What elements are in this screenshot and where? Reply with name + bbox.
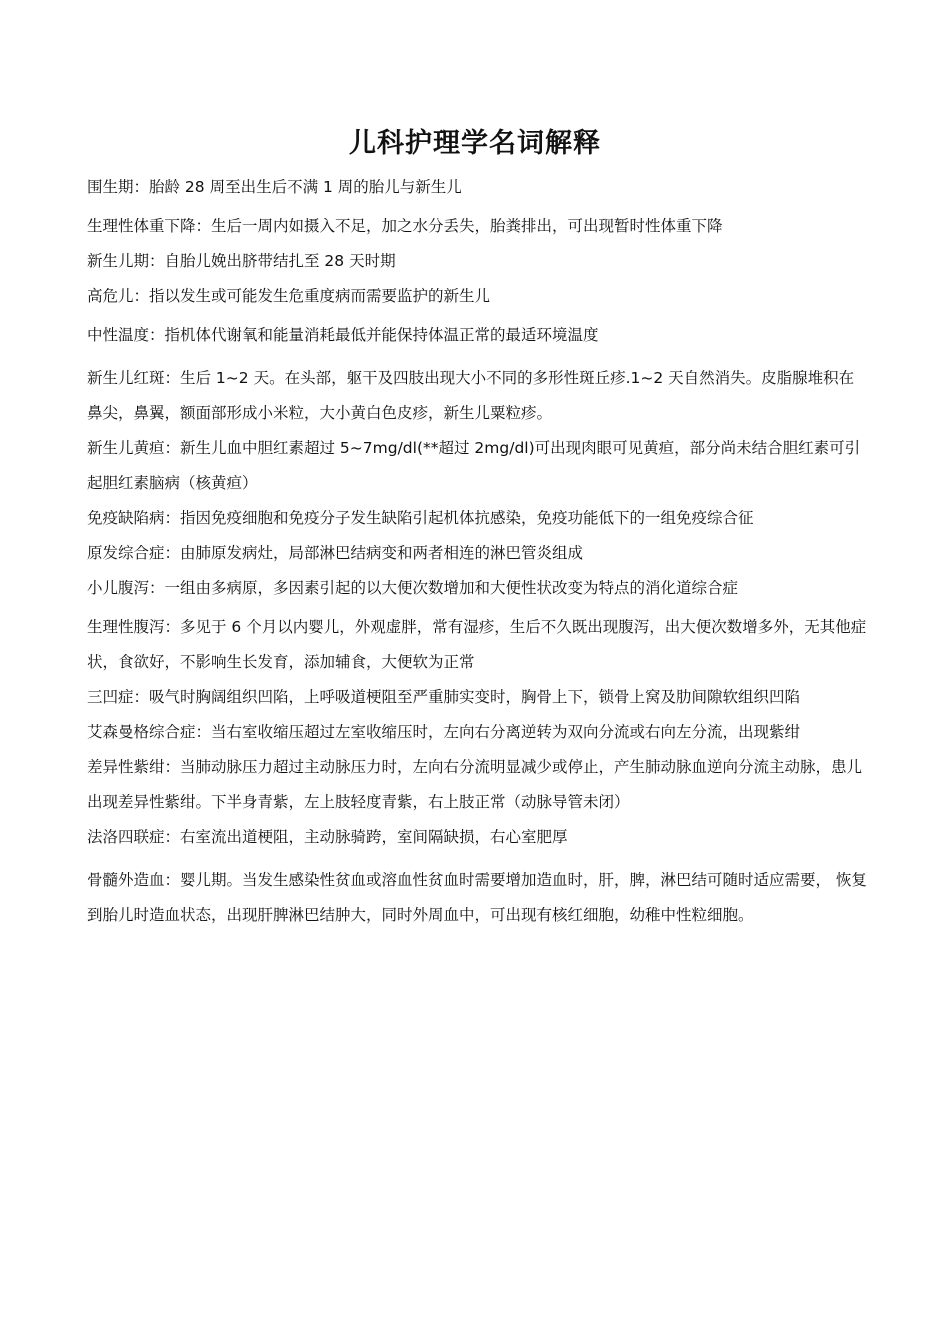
glossary-entry-primary-complex: 原发综合症：由肺原发病灶，局部淋巴结病变和两者相连的淋巴管炎组成 [87,544,584,562]
glossary-entry-infantile-diarrhea: 小儿腹泻：一组由多病原，多因素引起的以大便次数增加和大便性状改变为特点的消化道综合症 [87,579,739,597]
glossary-entry-eisenmenger-syndrome: 艾森曼格综合症：当右室收缩压超过左室收缩压时，左向右分离逆转为双向分流或右向左分流，出现紫绀 [87,723,801,741]
glossary-entry-tetralogy-of-fallot: 法洛四联症：右室流出道梗阻，主动脉骑跨，室间隔缺损，右心室肥厚 [87,828,568,846]
glossary-entry-neonatal-jaundice: 新生儿黄疸：新生儿血中胆红素超过 5~7mg/dl(**超过 2mg/dl)可出现肉眼可见黄疸，部分尚未结合胆红素可引起胆红素脑病（核黄疸） [87,439,861,492]
glossary-entry-neonatal-period: 新生儿期：自胎儿娩出脐带结扎至 28 天时期 [87,252,396,270]
glossary-entry-differential-cyanosis: 差异性紫绀：当肺动脉压力超过主动脉压力时，左向右分流明显减少或停止，产生肺动脉血逆向分流主动脉，患儿出现差异性紫绀。下半身青紫，左上肢轻度青紫，右上肢正常（动脉导管未闭） [87,758,863,811]
glossary-entry-immunodeficiency: 免疫缺陷病：指因免疫细胞和免疫分子发生缺陷引起机体抗感染，免疫功能低下的一组免疫综合征 [87,509,754,527]
glossary-entry-perinatal-period: 围生期：胎龄 28 周至出生后不满 1 周的胎儿与新生儿 [87,178,462,196]
document-title: 儿科护理学名词解释 [349,128,601,159]
glossary-entry-neutral-temperature: 中性温度：指机体代谢氧和能量消耗最低并能保持体温正常的最适环境温度 [87,326,599,344]
glossary-entry-physiological-weight-loss: 生理性体重下降：生后一周内如摄入不足，加之水分丢失，胎粪排出，可出现暂时性体重下降 [87,217,723,235]
glossary-entry-three-depression-sign: 三凹症：吸气时胸阔组织凹陷，上呼吸道梗阻至严重肺实变时，胸骨上下，锁骨上窝及肋间隙软组织凹陷 [87,688,801,706]
glossary-entry-high-risk-infant: 高危儿：指以发生或可能发生危重度病而需要监护的新生儿 [87,287,491,305]
glossary-entry-extramedullary-hematopoiesis: 骨髓外造血：婴儿期。当发生感染性贫血或溶血性贫血时需要增加造血时，肝，脾，淋巴结可随时适应需要， 恢复到胎儿时造血状态，出现肝脾淋巴结肿大，同时外周血中，可出现有核红细胞，幼稚中性粒细胞。 [87,871,867,924]
glossary-entry-neonatal-erythema: 新生儿红斑：生后 1~2 天。在头部，躯干及四肢出现大小不同的多形性斑丘疹.1~2 天自然消失。皮脂腺堆积在鼻尖，鼻翼，额面部形成小米粒，大小黄白色皮疹，新生儿粟粒疹。 [87,369,855,422]
glossary-entry-physiological-diarrhea: 生理性腹泻：多见于 6 个月以内婴儿，外观虚胖，常有湿疹，生后不久既出现腹泻，出大便次数增多外，无其他症状，食欲好，不影响生长发育，添加辅食，大便软为正常 [87,618,867,671]
glossary-list [87,170,869,933]
